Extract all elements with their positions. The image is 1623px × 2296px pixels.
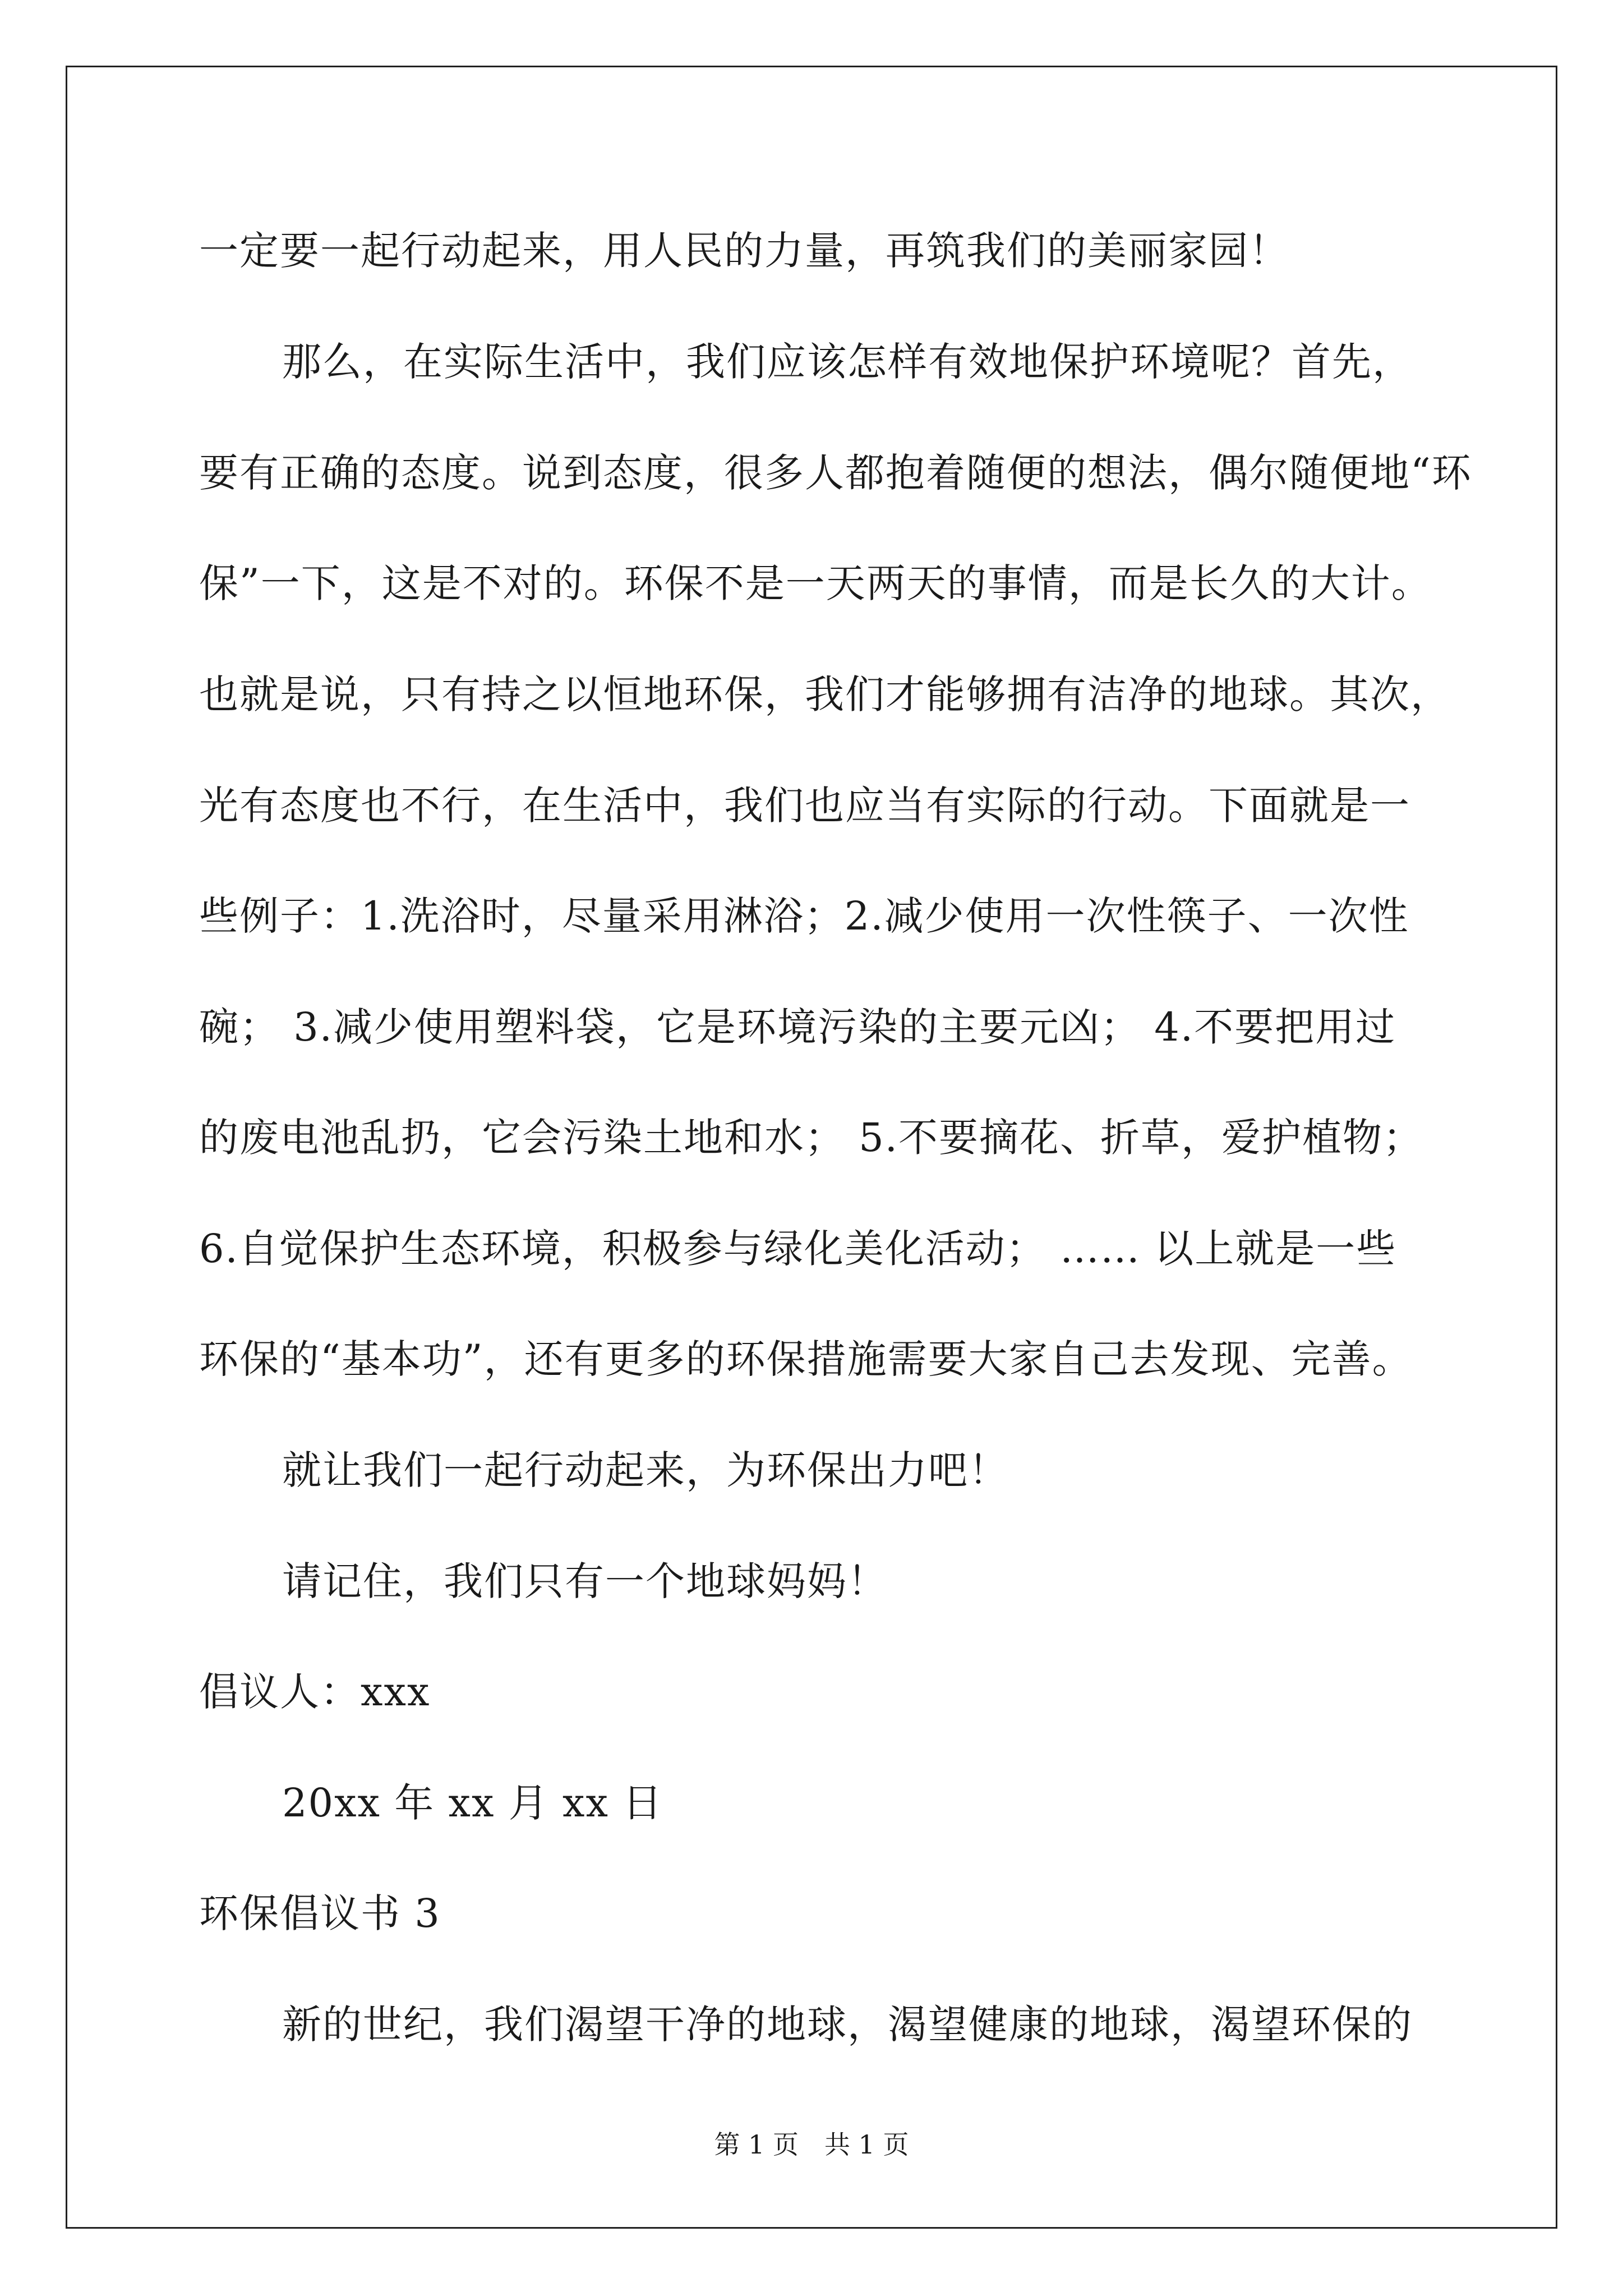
text-line-17: 新的世纪，我们渴望干净的地球，渴望健康的地球，渴望环保的 [282, 2001, 1413, 2047]
text-line-9: 的废电池乱扔，它会污染土地和水； 5.不要摘花、折草，爱护植物； [199, 1115, 1424, 1161]
section-heading: 环保倡议书 3 [199, 1890, 441, 1936]
text-line-13: 请记住，我们只有一个地球妈妈！ [282, 1558, 888, 1604]
text-line-2: 那么，在实际生活中，我们应该怎样有效地保护环境呢？首先， [282, 339, 1413, 385]
text-line-7: 些例子：1.洗浴时，尽量采用淋浴；2.减少使用一次性筷子、一次性 [199, 893, 1409, 939]
text-line-6: 光有态度也不行，在生活中，我们也应当有实际的行动。下面就是一 [199, 783, 1410, 829]
text-line-11: 环保的“基本功”，还有更多的环保措施需要大家自己去发现、完善。 [199, 1336, 1413, 1382]
page-footer: 第 1 页 共 1 页 [714, 2129, 909, 2160]
text-line-1: 一定要一起行动起来，用人民的力量，再筑我们的美丽家园！ [199, 228, 1289, 274]
date-line: 20xx 年 xx 月 xx 日 [282, 1780, 663, 1826]
text-line-4: 保”一下，这是不对的。环保不是一天两天的事情，而是长久的大计。 [199, 560, 1432, 606]
text-line-3: 要有正确的态度。说到态度，很多人都抱着随便的想法，偶尔随便地“环 [199, 450, 1472, 496]
text-line-8: 碗； 3.减少使用塑料袋，它是环境污染的主要元凶； 4.不要把用过 [199, 1004, 1396, 1050]
signatory-line: 倡议人：xxx [199, 1669, 431, 1715]
text-line-12: 就让我们一起行动起来，为环保出力吧！ [282, 1447, 1009, 1493]
text-line-5: 也就是说，只有持之以恒地环保，我们才能够拥有洁净的地球。其次， [199, 671, 1451, 717]
text-line-10: 6.自觉保护生态环境，积极参与绿化美化活动； …… 以上就是一些 [199, 1226, 1397, 1272]
